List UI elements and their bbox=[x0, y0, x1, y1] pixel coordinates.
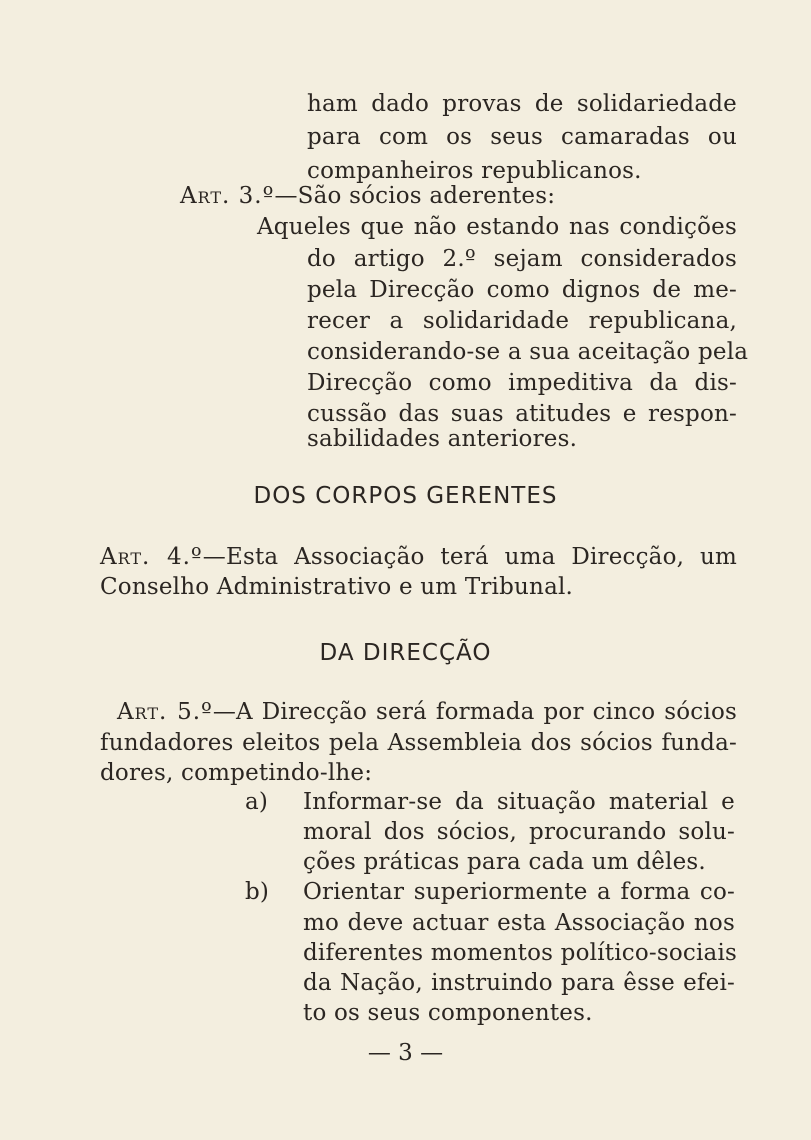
art3-para-line-3: pela Direcção como dignos de me- bbox=[307, 277, 737, 303]
art5-line-1 bbox=[117, 698, 737, 726]
art3-para-line-6: Direcção como impeditiva da dis- bbox=[307, 370, 737, 396]
section-heading-corpos-gerentes: DOS CORPOS GERENTES bbox=[253, 483, 558, 509]
art3-para-line-7: cussão das suas atitudes e respon- bbox=[307, 401, 737, 427]
art3-text: —São sócios aderentes: bbox=[274, 183, 556, 209]
art3-para-line-5: considerando-se a sua aceitação pela bbox=[307, 339, 749, 365]
item-a-marker: a) bbox=[245, 789, 269, 815]
art5-line-2: fundadores eleitos pela Assembleia dos sócios funda- bbox=[100, 730, 737, 756]
art5-text: —A Direcção será formada por cinco sócios bbox=[212, 699, 737, 725]
art2-line-2: para com os seus camaradas ou bbox=[307, 124, 737, 150]
art2-line-1: ham dado provas de solidariedade bbox=[307, 91, 737, 117]
item-b-line-4: da Nação, instruindo para êsse efei- bbox=[303, 970, 735, 996]
art3-label: Art. 3.º bbox=[180, 183, 275, 209]
art5-line-3: dores, competindo-lhe: bbox=[100, 760, 373, 786]
art3-heading-line bbox=[180, 182, 555, 210]
art3-para-line-2: do artigo 2.º sejam considerados bbox=[307, 246, 737, 272]
item-b-line-3: diferentes momentos político-sociais bbox=[303, 940, 738, 966]
art4-text: —Esta Associação terá uma Direcção, um bbox=[202, 544, 737, 570]
art2-line-3: companheiros republicanos. bbox=[307, 158, 642, 184]
art4-line-2: Conselho Administrativo e um Tribunal. bbox=[100, 574, 574, 600]
item-b-line-5: to os seus componentes. bbox=[303, 1000, 593, 1026]
item-b-line-2: mo deve actuar esta Associação nos bbox=[303, 910, 735, 936]
item-a-line-3: ções práticas para cada um dêles. bbox=[303, 849, 706, 875]
item-a-line-1: Informar-se da situação material e bbox=[303, 789, 735, 815]
section-heading-direccao: DA DIRECÇÃO bbox=[319, 640, 492, 666]
art4-line-1 bbox=[100, 543, 737, 571]
page-number: — 3 — bbox=[367, 1040, 444, 1066]
item-b-line-1: Orientar superiormente a forma co- bbox=[303, 879, 735, 905]
art5-label: Art. 5.º bbox=[117, 699, 213, 725]
art4-label: Art. 4.º bbox=[100, 544, 203, 570]
item-a-line-2: moral dos sócios, procurando solu- bbox=[303, 819, 735, 845]
art3-para-line-4: recer a solidaridade republicana, bbox=[307, 308, 737, 334]
art3-para-line-8: sabilidades anteriores. bbox=[307, 426, 578, 452]
art3-para-line-1: Aqueles que não estando nas condições bbox=[257, 214, 737, 240]
item-b-marker: b) bbox=[245, 879, 270, 905]
